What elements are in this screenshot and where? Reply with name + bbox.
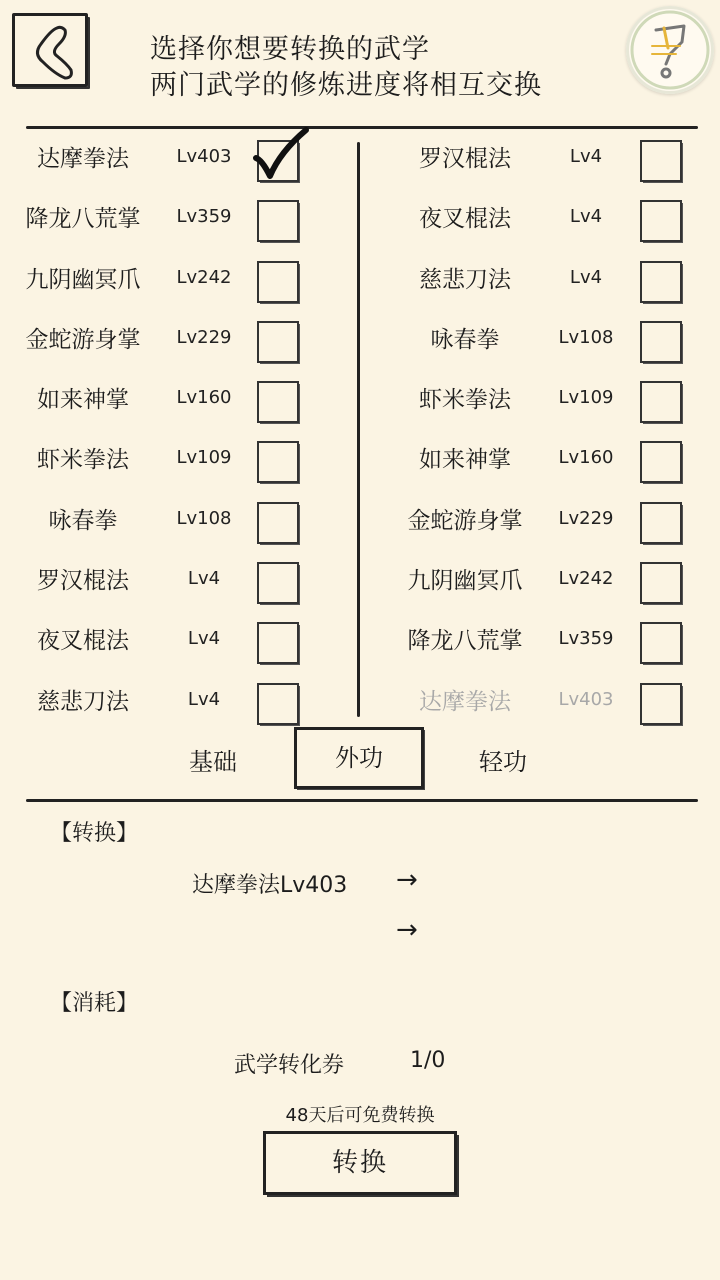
list-item[interactable] <box>360 128 700 188</box>
back-button[interactable] <box>12 13 88 87</box>
instruction-line-1: 选择你想要转换的武学 <box>150 34 430 65</box>
skill-name: 虾米拳法 <box>419 387 511 414</box>
convert-button[interactable]: 转换 <box>263 1131 457 1195</box>
list-item[interactable] <box>0 429 340 489</box>
skill-level: Lv108 <box>176 507 232 529</box>
skill-name: 九阴幽冥爪 <box>407 568 523 595</box>
skill-level: Lv242 <box>558 568 614 590</box>
skill-name: 慈悲刀法 <box>419 266 511 293</box>
skill-level: Lv229 <box>558 507 614 529</box>
list-item[interactable] <box>0 309 340 369</box>
list-item[interactable] <box>360 429 700 489</box>
skill-checkbox[interactable] <box>257 321 299 363</box>
skill-checkbox[interactable] <box>640 502 682 544</box>
skill-level: Lv109 <box>176 447 232 469</box>
skill-checkbox[interactable] <box>257 683 299 725</box>
skill-level: Lv4 <box>187 628 221 650</box>
skill-checkbox[interactable] <box>257 502 299 544</box>
list-item[interactable] <box>0 128 340 188</box>
list-item[interactable] <box>0 610 340 670</box>
list-item[interactable] <box>0 249 340 309</box>
skill-name: 夜叉棍法 <box>37 628 129 655</box>
skill-name: 虾米拳法 <box>37 447 129 474</box>
list-item[interactable] <box>360 188 700 248</box>
from-skill: 达摩拳法Lv403 <box>192 873 348 898</box>
skill-checkbox[interactable] <box>257 381 299 423</box>
skill-level: Lv4 <box>569 146 603 167</box>
skill-name: 罗汉棍法 <box>419 146 511 172</box>
target-skill-list <box>360 128 700 731</box>
skill-checkbox[interactable] <box>640 381 682 423</box>
list-item[interactable] <box>360 490 700 550</box>
instruction-text <box>150 32 542 104</box>
tab-basic[interactable]: 基础 <box>189 748 237 776</box>
help-button[interactable] <box>626 6 714 94</box>
skill-name: 金蛇游身掌 <box>407 507 523 534</box>
skill-level: Lv403 <box>558 688 614 710</box>
skill-checkbox[interactable] <box>257 200 299 242</box>
skill-checkbox[interactable] <box>640 261 682 303</box>
skill-name: 达摩拳法 <box>419 688 511 715</box>
skill-name: 九阴幽冥爪 <box>25 266 141 293</box>
list-item[interactable] <box>0 490 340 550</box>
list-item[interactable] <box>360 550 700 610</box>
own-skill-list <box>0 128 340 731</box>
skill-name: 如来神掌 <box>419 447 511 474</box>
skill-level: Lv403 <box>176 146 232 167</box>
list-item[interactable] <box>360 249 700 309</box>
skill-level: Lv4 <box>187 688 221 710</box>
skill-checkbox[interactable] <box>640 562 682 604</box>
skill-level: Lv359 <box>558 628 614 650</box>
skill-name: 降龙八荒掌 <box>25 206 141 233</box>
skill-checkbox[interactable] <box>640 321 682 363</box>
checkmark-icon <box>250 124 310 188</box>
tab-external[interactable]: 外功 <box>294 727 424 789</box>
skill-level: Lv359 <box>176 206 232 228</box>
arrow-right-icon: → <box>396 915 418 945</box>
list-item[interactable] <box>360 309 700 369</box>
skill-name: 咏春拳 <box>48 507 118 534</box>
convert-section-label: 【转换】 <box>50 821 139 846</box>
arrow-right-icon: → <box>396 865 418 895</box>
skill-level: Lv242 <box>176 266 232 288</box>
list-item[interactable] <box>0 671 340 731</box>
back-arrow-icon <box>21 22 81 82</box>
skill-level: Lv160 <box>558 447 614 469</box>
instruction-line-2: 两门武学的修炼进度将相互交换 <box>150 70 542 101</box>
list-item[interactable] <box>360 610 700 670</box>
skill-name: 如来神掌 <box>37 387 129 414</box>
cost-item-name: 武学转化券 <box>234 1053 345 1078</box>
help-icon <box>626 6 714 94</box>
skill-name: 罗汉棍法 <box>37 568 129 595</box>
skill-checkbox <box>640 683 682 725</box>
skill-name: 金蛇游身掌 <box>25 326 141 353</box>
list-item[interactable] <box>0 188 340 248</box>
skill-level: Lv108 <box>558 326 614 348</box>
list-item[interactable] <box>0 550 340 610</box>
skill-checkbox[interactable] <box>640 200 682 242</box>
skill-name: 慈悲刀法 <box>37 688 129 715</box>
skill-name: 达摩拳法 <box>37 146 129 172</box>
skill-name: 降龙八荒掌 <box>407 628 523 655</box>
skill-checkbox[interactable] <box>257 261 299 303</box>
list-item-disabled <box>360 671 700 731</box>
bottom-divider <box>26 799 698 802</box>
skill-level: Lv160 <box>176 387 232 409</box>
skill-checkbox[interactable] <box>257 562 299 604</box>
skill-level: Lv109 <box>558 387 614 409</box>
tab-light[interactable]: 轻功 <box>479 748 527 776</box>
skill-name: 夜叉棍法 <box>419 206 511 233</box>
skill-level: Lv229 <box>176 326 232 348</box>
skill-level: Lv4 <box>187 568 221 590</box>
skill-checkbox[interactable] <box>640 140 682 182</box>
skill-checkbox[interactable] <box>257 622 299 664</box>
list-item[interactable] <box>0 369 340 429</box>
skill-level: Lv4 <box>569 206 603 228</box>
skill-checkbox[interactable] <box>640 441 682 483</box>
skill-checkbox[interactable] <box>640 622 682 664</box>
free-convert-note: 48天后可免费转换 <box>285 1105 435 1126</box>
skill-level: Lv4 <box>569 266 603 288</box>
list-item[interactable] <box>360 369 700 429</box>
cost-item-count: 1/0 <box>410 1048 446 1073</box>
cost-section-label: 【消耗】 <box>50 991 139 1016</box>
skill-name: 咏春拳 <box>430 326 500 353</box>
skill-checkbox[interactable] <box>257 441 299 483</box>
